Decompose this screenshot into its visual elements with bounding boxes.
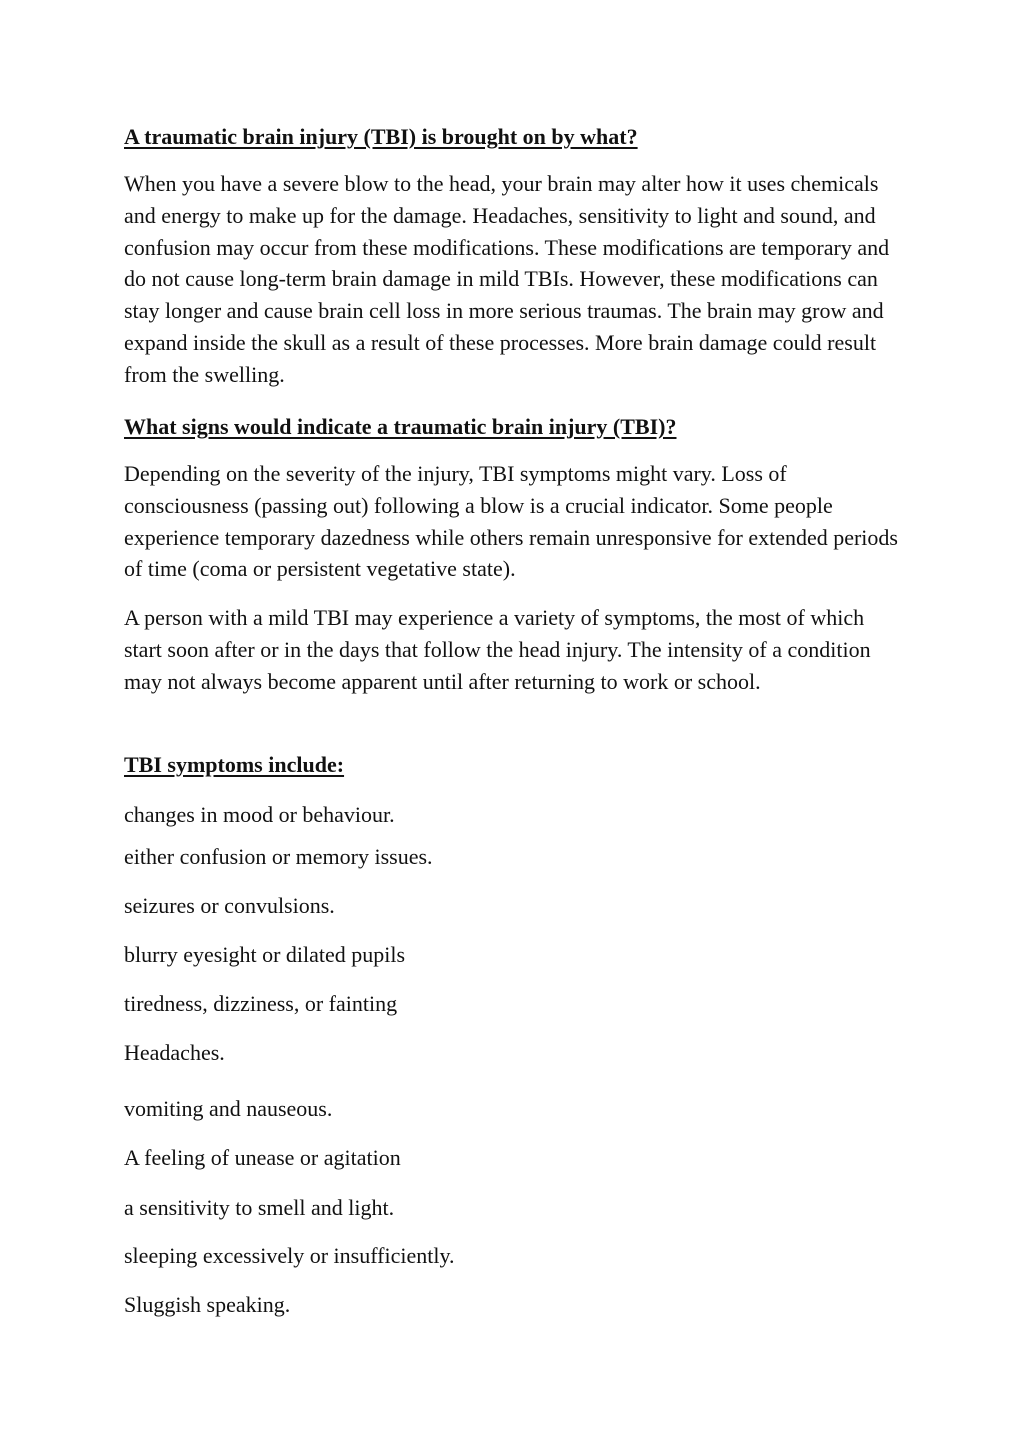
list-item: either confusion or memory issues.	[124, 844, 433, 869]
list-item: blurry eyesight or dilated pupils	[124, 942, 406, 967]
paragraph-signs-2: A person with a mild TBI may experience a variety of symptoms, the most of which start soon after or in the days that follow the head injury. The intensity of a condition may not always become apparent until after returning to work or school.	[124, 605, 871, 694]
list-item: tiredness, dizziness, or fainting	[124, 991, 398, 1016]
list-item: A feeling of unease or agitation	[124, 1145, 401, 1170]
heading-signs: What signs would indicate a traumatic brain injury (TBI)?	[124, 414, 677, 439]
list-item: sleeping excessively or insufficiently.	[124, 1243, 455, 1268]
list-item: changes in mood or behaviour.	[124, 802, 395, 827]
list-item: vomiting and nauseous.	[124, 1096, 333, 1121]
heading-causes: A traumatic brain injury (TBI) is brought on by what?	[124, 124, 638, 149]
heading-symptoms: TBI symptoms include:	[124, 752, 345, 777]
list-item: Sluggish speaking.	[124, 1292, 291, 1317]
list-item: seizures or convulsions.	[124, 893, 335, 918]
paragraph-causes: When you have a severe blow to the head, your brain may alter how it uses chemicals and energy to make up for the damage. Headaches, sensitivity to light and sound, and confusion may occur from these modifications. These modifications are temporary and do not cause long-term brain damage in mild TBIs. However, these modifications can stay longer and cause brain cell loss in more serious traumas. The brain may grow and expand inside the skull as a result of these processes. More brain damage could result from the swelling.	[124, 171, 890, 387]
paragraph-signs-1: Depending on the severity of the injury, TBI symptoms might vary. Loss of consciousness (passing out) following a blow is a crucial indicator. Some people experience temporary dazedness while others remain unresponsive for extended periods of time (coma or persistent vegetative state).	[124, 461, 898, 582]
list-item: a sensitivity to smell and light.	[124, 1195, 395, 1220]
list-item: Headaches.	[124, 1040, 225, 1065]
